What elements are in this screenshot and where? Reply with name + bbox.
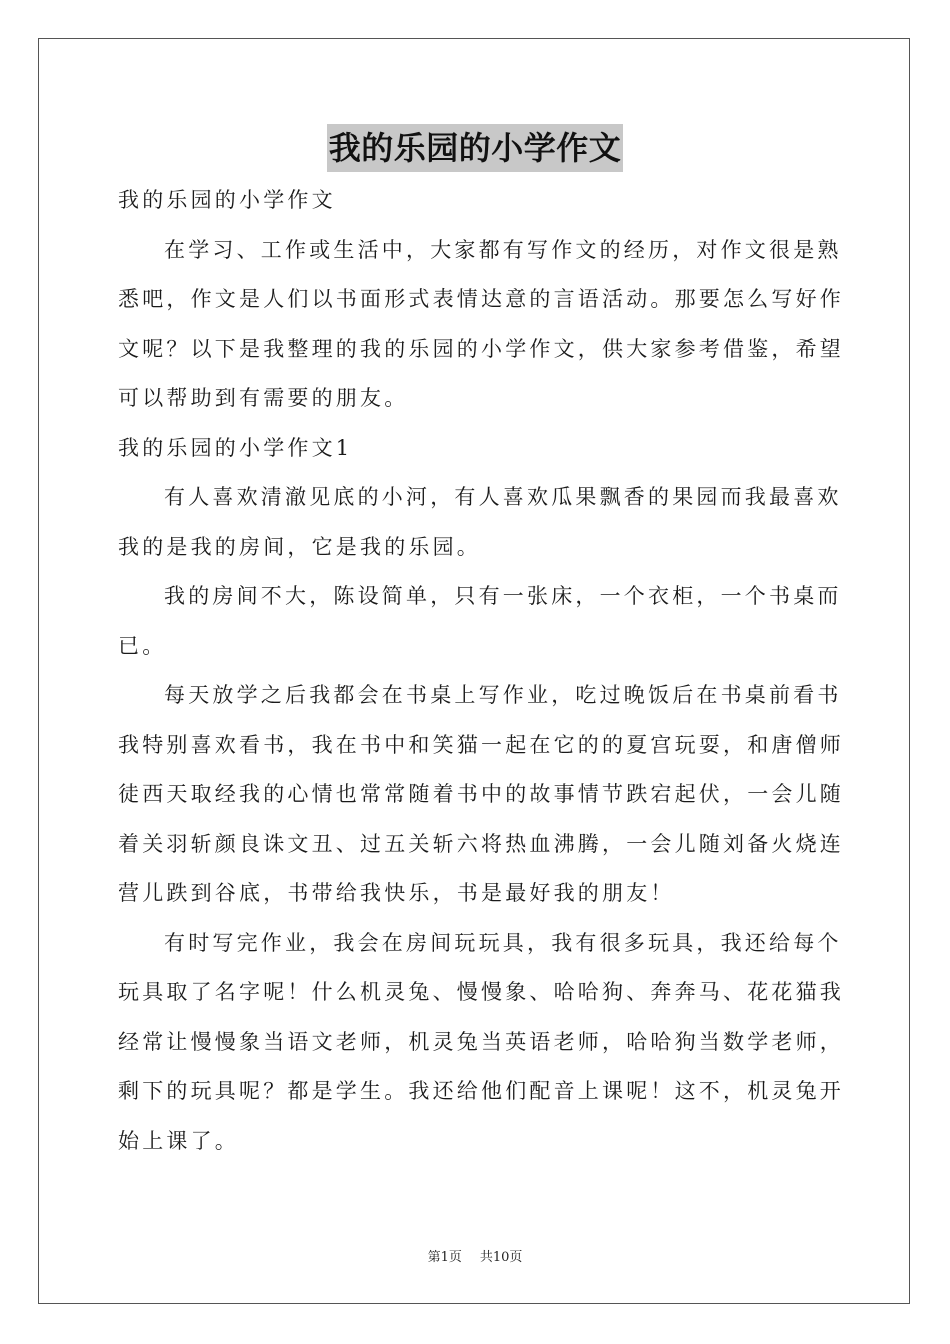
paragraph-line: 已。 [118,633,167,658]
paragraph-line: 徒西天取经我的心情也常常随着书中的故事情节跌宕起伏，一会儿随 [118,782,844,806]
paragraph-line: 有人喜欢清澈见底的小河，有人喜欢瓜果飘香的果园而我最喜欢 [164,485,842,509]
paragraph-line: 可以帮助到有需要的朋友。 [118,386,409,410]
title-container [0,124,950,172]
section-heading: 我的乐园的小学作文1 [118,435,353,460]
paragraph-line: 我的是我的房间，它是我的乐园。 [118,534,481,559]
paragraph-line: 经常让慢慢象当语文老师，机灵兔当英语老师，哈哈狗当数学老师， [118,1029,844,1054]
page-total: 共10页 [479,1250,523,1265]
paragraph-line: 我的房间不大，陈设简单，只有一张床，一个衣柜，一个书桌而 [164,584,842,608]
paragraph-line: 剩下的玩具呢？都是学生。我还给他们配音上课呢！这不，机灵兔开 [118,1079,844,1103]
document-body [118,176,844,1166]
page-number: 第1页 [427,1250,462,1265]
paragraph-line: 有时写完作业，我会在房间玩玩具，我有很多玩具，我还给每个 [164,930,842,955]
paragraph-line: 每天放学之后我都会在书桌上写作业，吃过晚饭后在书桌前看书 [164,683,842,707]
paragraph-line: 玩具取了名字呢！什么机灵兔、慢慢象、哈哈狗、奔奔马、花花猫我 [118,980,844,1004]
paragraph-line: 文呢？以下是我整理的我的乐园的小学作文，供大家参考借鉴，希望 [118,336,844,361]
subheading: 我的乐园的小学作文 [118,188,336,212]
document-title: 我的乐园的小学作文 [327,124,624,172]
paragraph-line: 悉吧，作文是人们以书面形式表情达意的言语活动。那要怎么写好作 [118,287,844,311]
paragraph-line: 着关羽斩颜良诛文丑、过五关斩六将热血沸腾，一会儿随刘备火烧连 [118,831,844,856]
paragraph-line: 始上课了。 [118,1128,239,1153]
paragraph-line: 在学习、工作或生活中，大家都有写作文的经历，对作文很是熟 [164,237,842,262]
paragraph-line: 营儿跌到谷底，书带给我快乐，书是最好我的朋友！ [118,881,675,905]
page-footer [0,1246,950,1265]
paragraph-line: 我特别喜欢看书，我在书中和笑猫一起在它的的夏宫玩耍，和唐僧师 [118,732,844,757]
